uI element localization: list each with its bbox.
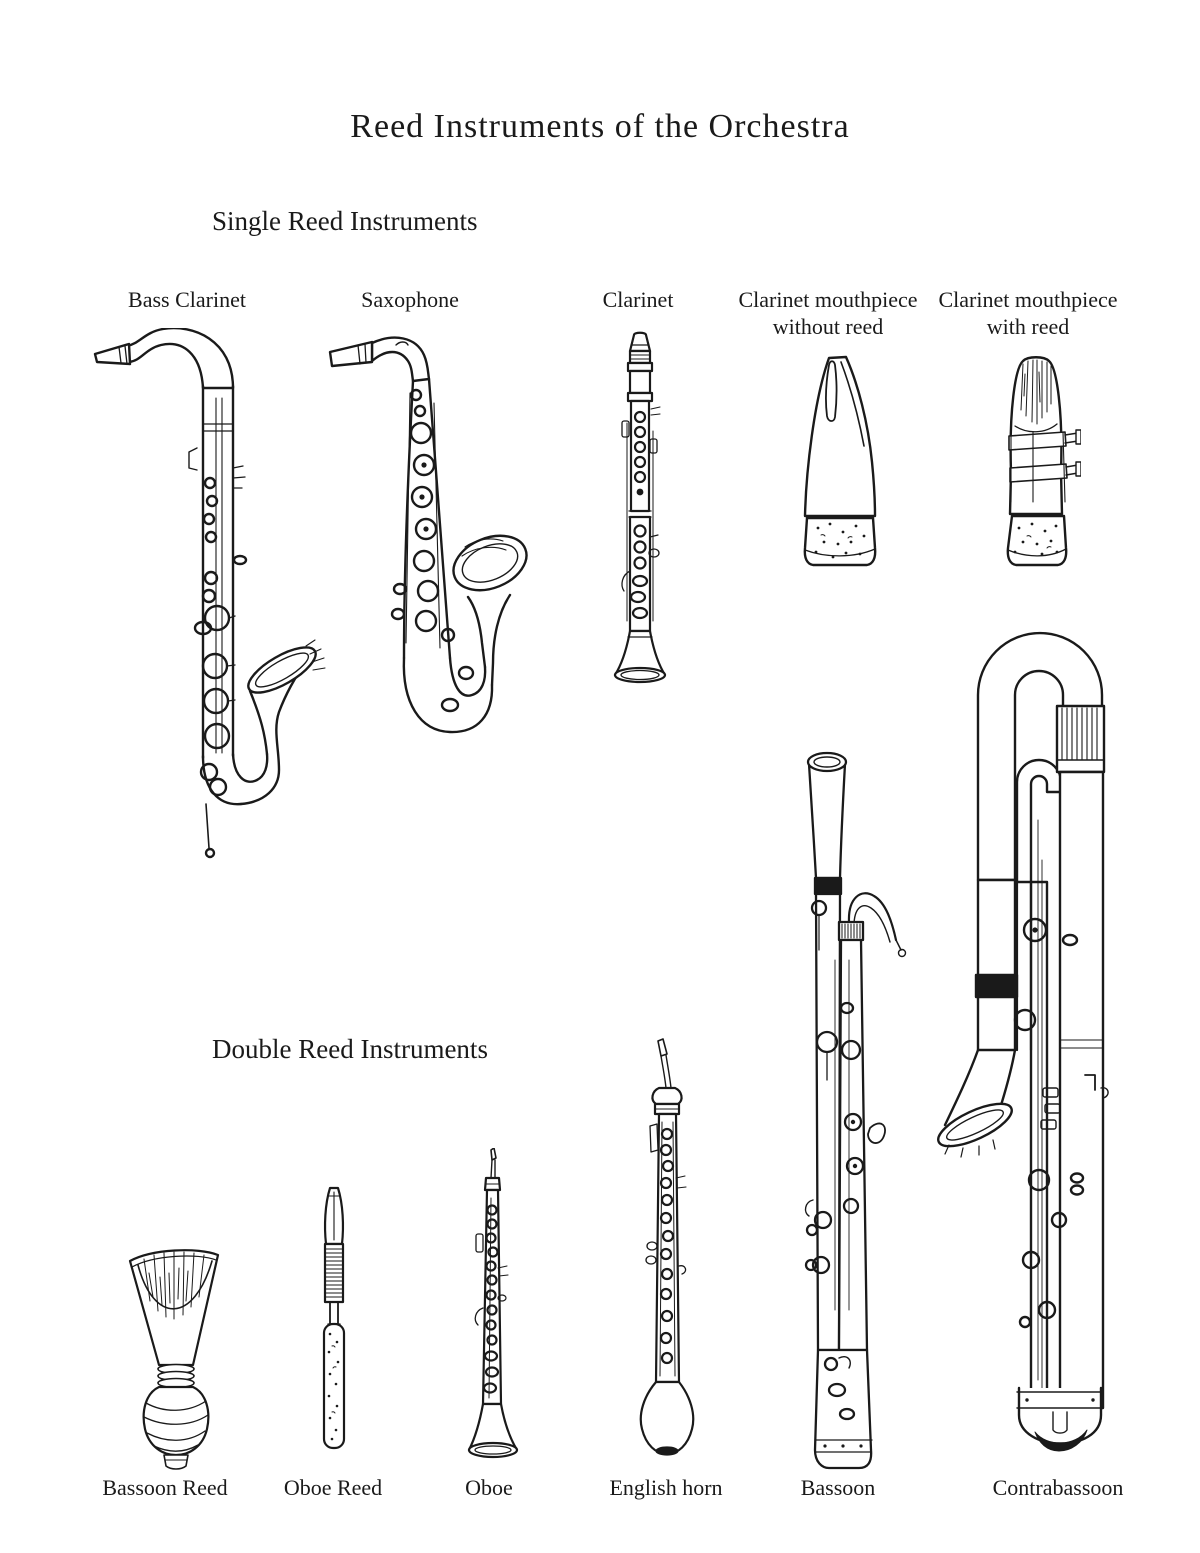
label-bassoon-reed: Bassoon Reed xyxy=(102,1475,228,1500)
label-mouthpiece-without-reed xyxy=(739,286,918,340)
figure-clarinet xyxy=(594,331,706,691)
label-line-2: without reed xyxy=(772,314,884,339)
label-line-2: with reed xyxy=(986,314,1070,339)
figure-clarinet-mouthpiece-without-reed xyxy=(788,352,884,594)
label-contrabassoon: Contrabassoon xyxy=(992,1475,1124,1500)
english-horn-icon xyxy=(622,1038,718,1462)
bassoon-reed-icon xyxy=(114,1243,236,1473)
label-oboe-reed: Oboe Reed xyxy=(283,1475,383,1500)
figure-clarinet-mouthpiece-with-reed xyxy=(985,352,1081,594)
section-heading-single-reed: Single Reed Instruments xyxy=(212,206,478,236)
figure-contrabassoon xyxy=(935,620,1141,1472)
label-bass-clarinet: Bass Clarinet xyxy=(128,287,246,312)
page-title: Reed Instruments of the Orchestra xyxy=(350,108,850,145)
label-oboe: Oboe xyxy=(465,1475,513,1500)
contrabassoon-icon xyxy=(935,620,1141,1472)
label-mouthpiece-with-reed xyxy=(939,286,1118,340)
clarinet-icon xyxy=(594,331,706,691)
label-saxophone: Saxophone xyxy=(361,287,459,312)
oboe-reed-icon xyxy=(299,1186,369,1458)
figure-bassoon xyxy=(775,750,912,1472)
figure-english-horn xyxy=(622,1038,718,1462)
label-clarinet: Clarinet xyxy=(602,287,674,312)
figure-bass-clarinet xyxy=(85,328,330,873)
figure-saxophone xyxy=(300,333,540,751)
figure-oboe xyxy=(447,1148,539,1466)
saxophone-icon xyxy=(300,333,540,751)
figure-bassoon-reed xyxy=(114,1243,236,1473)
label-line-1: Clarinet mouthpiece xyxy=(938,287,1118,312)
clarinet-mouthpiece-without-reed-icon xyxy=(788,352,884,594)
bass-clarinet-icon xyxy=(85,328,330,873)
label-line-1: Clarinet mouthpiece xyxy=(738,287,918,312)
clarinet-mouthpiece-with-reed-icon xyxy=(985,352,1081,594)
label-bassoon: Bassoon xyxy=(800,1475,876,1500)
oboe-icon xyxy=(447,1148,539,1466)
bassoon-icon xyxy=(775,750,912,1472)
figure-oboe-reed xyxy=(299,1186,369,1458)
label-english-horn: English horn xyxy=(609,1475,723,1500)
section-heading-double-reed: Double Reed Instruments xyxy=(212,1034,488,1064)
